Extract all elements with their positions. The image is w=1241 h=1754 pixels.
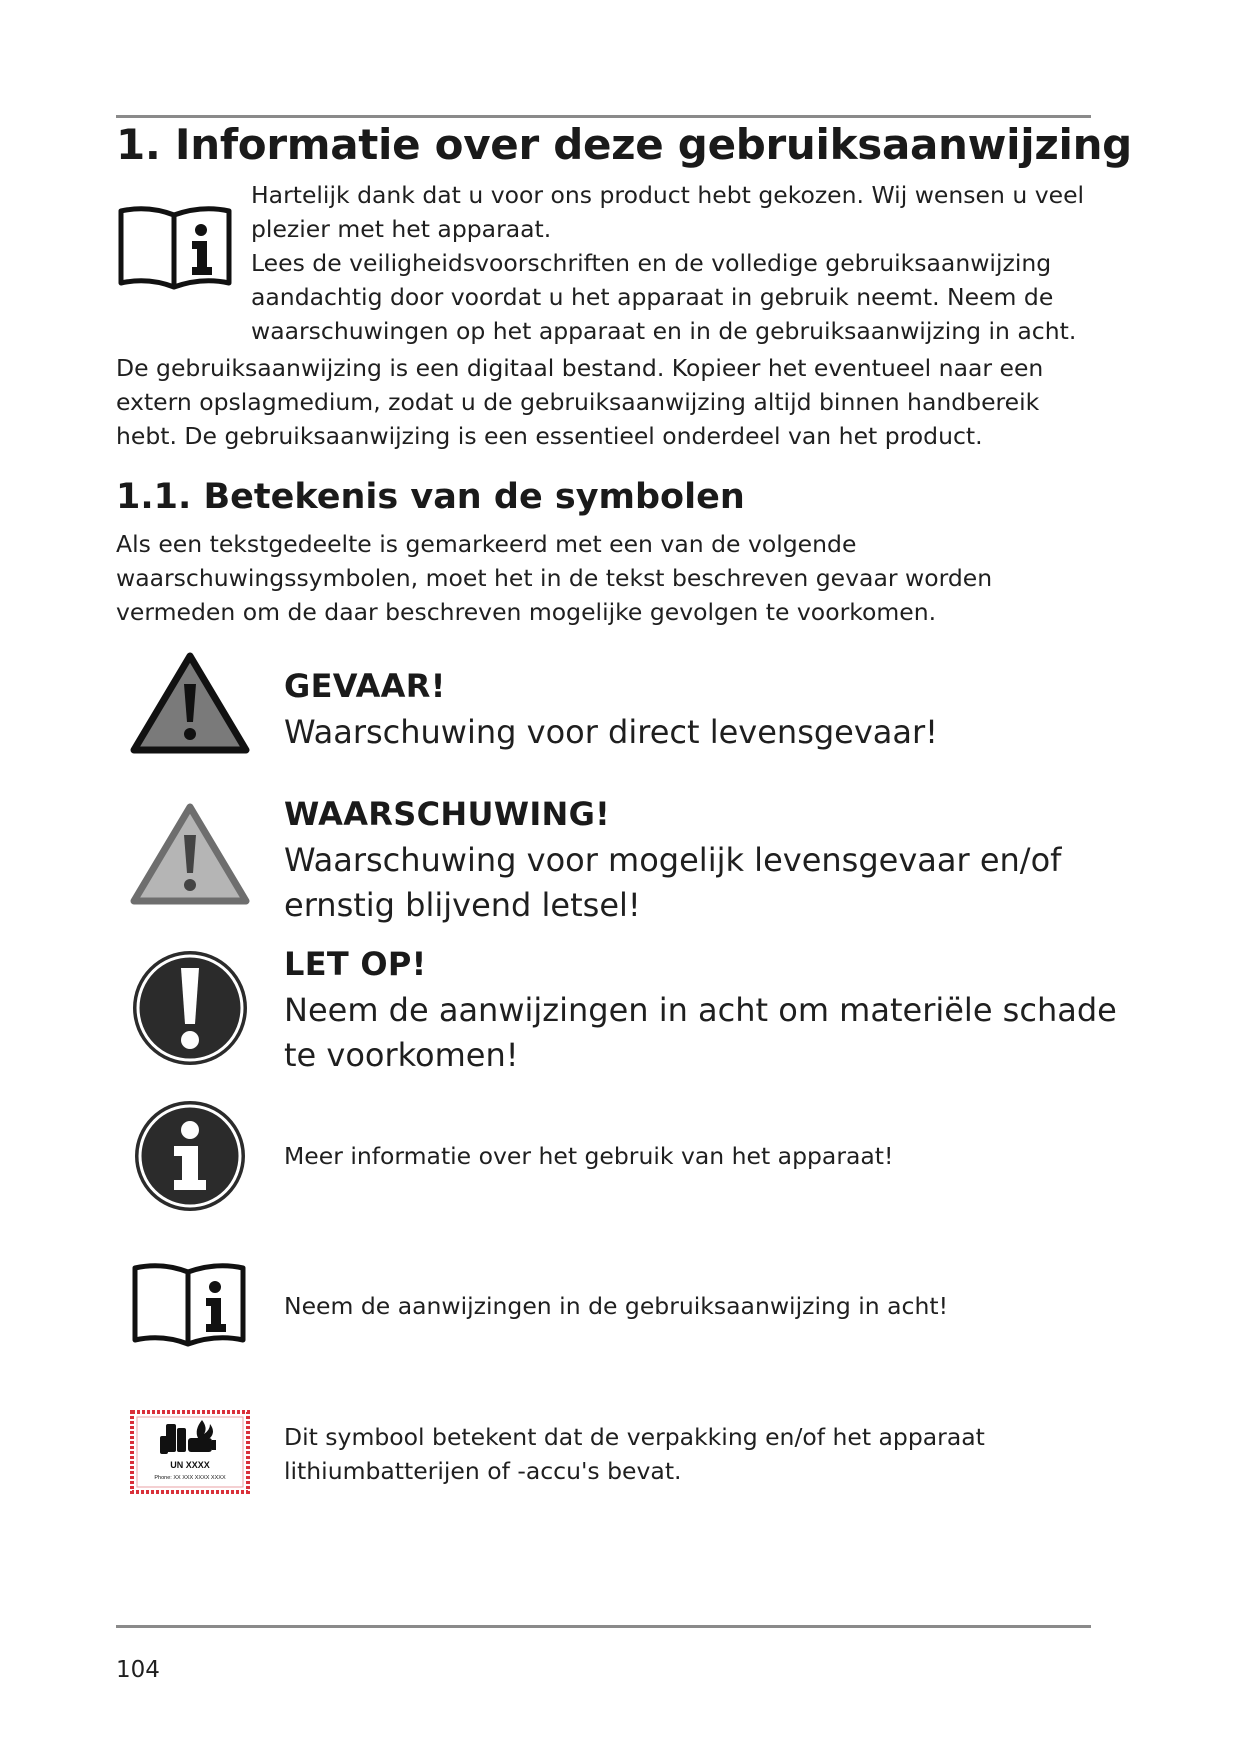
symbols-intro-paragraph: Als een tekstgedeelte is gemarkeerd met een van de volgende waarschuwingssymbolen, moet het in de tekst beschreven gevaar worden vermeden om de daar beschreven mogelijke gevolgen te voorkomen. [116, 530, 993, 626]
danger-title: GEVAAR! [284, 667, 446, 705]
info-text: Meer informatie over het gebruik van het apparaat! [284, 1142, 894, 1170]
warning-title: WAARSCHUWING! [284, 795, 611, 833]
section-heading: 1.1. Betekenis van de symbolen [116, 477, 745, 517]
svg-text:UN XXXX: UN XXXX [170, 1460, 210, 1470]
info-circle-icon [132, 1098, 248, 1214]
intro-paragraph: Hartelijk dank dat u voor ons product hebt gekozen. Wij wensen u veel plezier met het apparaat. Lees de veiligheidsvoorschriften en de volledige gebruiksaanwijzing aandachtig door voordat u het apparaat in gebruik neemt. Neem de waarschuwingen op het apparaat en in de gebruiksaanwijzing in acht. [251, 181, 1085, 345]
caution-title: LET OP! [284, 945, 427, 983]
manual-book-icon [116, 203, 234, 291]
bottom-rule [116, 1625, 1091, 1628]
battery-text: Dit symbool betekent dat de verpakking en/of het apparaat lithiumbatterijen of -accu's bevat. [284, 1423, 985, 1485]
danger-triangle-icon [130, 652, 250, 756]
danger-text: Waarschuwing voor direct levensgevaar! [284, 713, 938, 751]
caution-text: Neem de aanwijzingen in acht om materiële schade te voorkomen! [284, 991, 1117, 1074]
warning-text: Waarschuwing voor mogelijk levensgevaar en/of ernstig blijvend letsel! [284, 841, 1062, 924]
page-number: 104 [116, 1657, 160, 1683]
page-title: 1. Informatie over deze gebruiksaanwijzing [116, 120, 1132, 169]
digital-manual-paragraph: De gebruiksaanwijzing is een digitaal bestand. Kopieer het eventueel naar een extern opslagmedium, zodat u de gebruiksaanwijzing altijd binnen handbereik hebt. De gebruiksaanwijzing is een essentieel onderdeel van het product. [116, 354, 1044, 450]
svg-text:Phone: XX XXX XXXX XXXX: Phone: XX XXX XXXX XXXX [154, 1475, 226, 1481]
warning-triangle-icon [130, 803, 250, 907]
top-rule [116, 115, 1091, 118]
manual-book-icon [130, 1260, 248, 1348]
manual-text: Neem de aanwijzingen in de gebruiksaanwijzing in acht! [284, 1292, 949, 1320]
lithium-battery-label-icon [130, 1410, 250, 1494]
exclamation-circle-icon [130, 948, 250, 1068]
